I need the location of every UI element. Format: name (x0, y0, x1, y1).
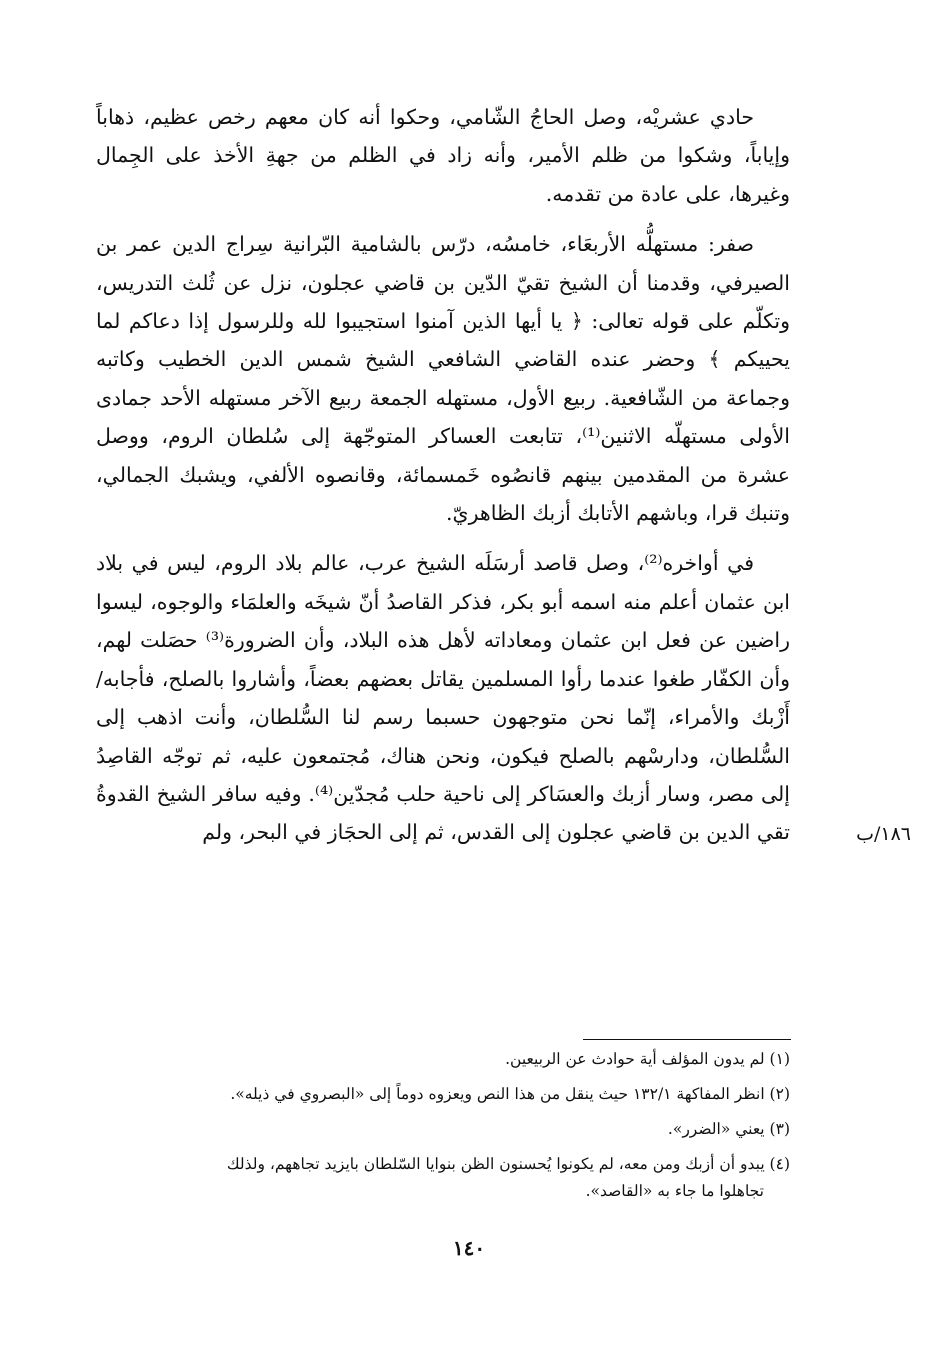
page-number: ١٤٠ (452, 1236, 486, 1260)
paragraph: صفر: مستهلُّه الأربعَاء، خامسُه، درّس بالشامية البّرانية سِراج الدين عمر بن الصيرفي، وقدمنا أن الشيخ تقيّ الدّين بن قاضي عجلون، نزل عن ثُلث التدريس، وتكلّم على قوله تعالى: ﴿ يا أيها الذين آمنوا استجيبوا لله وللرسول إذا دعاكم لما يحييكم ﴾ وحضر عنده القاضي الشافعي الشيخ شمس الدين الخطيب وكاتبه وجماعة من الشّافعية. ربيع الأول، مستهله الجمعة ربيع الآخر مستهله الأحد جمادى الأولى مستهلّه الاثنين⁽¹⁾، تتابعت العساكر المتوجّهة إلى سُلطان الروم، ووصل عشرة من المقدمين بينهم قانصُوه خَمسمائة، وقانصوه الألفي، ويشبك الجمالي، وتنبك قرا، وباشهم الأتابك أزبك الظاهريّ. (96, 232, 790, 526)
footnote: (١) لم يدون المؤلف أية حوادث عن الربيعين. (505, 1050, 790, 1068)
footnote: (٣) يعني «الضرر». (667, 1120, 790, 1138)
footnote-continuation: تجاهلوا ما جاء به «القاصد». (585, 1182, 764, 1200)
paragraph: حادي عشريْه، وصل الحاجُ الشّامي، وحكوا أنه كان معهم رخص عظيم، ذهاباً وإياباً، وشكوا من ظلم الأمير، وأنه زاد في الظلم من جهةِ الأخذ على الجِمال وغيرها، على عادة من تقدمه. (96, 105, 790, 206)
main-text (96, 98, 790, 864)
manuscript-folio-marker: ١٨٦/ب (856, 823, 911, 845)
footnote-divider (583, 1039, 791, 1040)
footnote: (٤) يبدو أن أزبك ومن معه، لم يكونوا يُحسنون الظن بنوايا السّلطان بايزيد تجاههم، ولذلك (226, 1155, 790, 1173)
paragraph: في أواخره⁽²⁾، وصل قاصد أرسَلَه الشيخ عرب، عالم بلاد الروم، ليس في بلاد ابن عثمان أعلم منه اسمه أبو بكر، فذكر القاصدُ أنّ شيخَه والعلمَاء والوجوه، ليسوا راضين عن فعل ابن عثمان ومعاداته لأهل هذه البلاد، وأن الضرورة⁽³⁾ حصَلت لهم، وأن الكفّار طغوا عندما رأوا المسلمين يقاتل بعضهم بعضاً، وأشاروا بالصلح، فأجابه/ أَزْبك والأمراء، إنّما نحن متوجهون حسبما رسم لنا السُّلطان، وأنت اذهب إلى السُّلطان، ودارسْهم بالصلح فيكون، ونحن هناك، مُجتمعون عليه، ثم توجّه القاصِدُ إلى مصر، وسار أزبك والعسَاكر إلى ناحية حلب مُجدّين⁽⁴⁾. وفيه سافر الشيخ القدوةُ تقي الدين بن قاضي عجلون إلى القدس، ثم إلى الحجَاز في البحر، ولم (96, 551, 791, 845)
footnote: (٢) انظر المفاكهة ١٣٢/١ حيث ينقل من هذا النص ويعزوه دوماً إلى «البصروي في ذيله». (230, 1085, 790, 1103)
footnotes (100, 1046, 790, 1205)
